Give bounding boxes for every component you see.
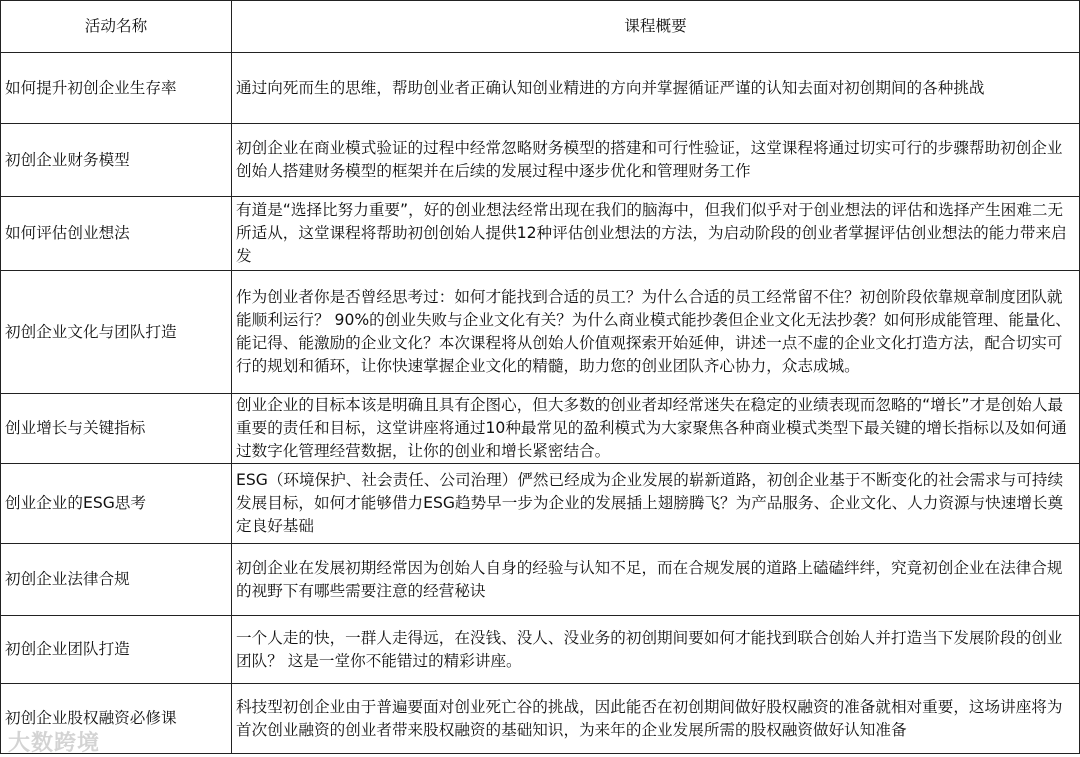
course-summary: 作为创业者你是否曾经思考过：如何才能找到合适的员工？为什么合适的员工经常留不住？初创阶段依靠规章制度团队就能顺利运行？ 90%的创业失败与企业文化有关？为什么商业模式能抄袭但企业文化无法抄袭？如何形成能管理、能量化、能记得、能激励的企业文化？本次课程将从创始人价值观探索开始延伸，讲述一点不虚的企业文化打造方法，配合切实可行的规划和循环，让你快速掌握企业文化的精髓，助力您的创业团队齐心协力，众志成城。 bbox=[232, 271, 1080, 394]
activity-name: 初创企业股权融资必修课 bbox=[1, 684, 232, 754]
course-summary: 有道是“选择比努力重要”，好的创业想法经常出现在我们的脑海中，但我们似乎对于创业想法的评估和选择产生困难二无所适从，这堂课程将帮助初创创始人提供12种评估创业想法的方法，为启动阶段的创业者掌握评估创业想法的能力带来启发 bbox=[232, 197, 1080, 271]
header-activity-name: 活动名称 bbox=[1, 1, 232, 53]
activity-name: 创业企业的ESG思考 bbox=[1, 464, 232, 544]
table-row bbox=[1, 394, 1080, 464]
table-row bbox=[1, 684, 1080, 754]
table-row bbox=[1, 464, 1080, 544]
table-row bbox=[1, 197, 1080, 271]
table-row bbox=[1, 124, 1080, 197]
course-summary: ESG（环境保护、社会责任、公司治理）俨然已经成为企业发展的崭新道路，初创企业基于不断变化的社会需求与可持续发展目标，如何才能够借力ESG趋势早一步为企业的发展插上翅膀腾飞？为产品服务、企业文化、人力资源与快速增长奠定良好基础 bbox=[232, 464, 1080, 544]
activity-name: 初创企业文化与团队打造 bbox=[1, 271, 232, 394]
activity-name: 创业增长与关键指标 bbox=[1, 394, 232, 464]
table-row bbox=[1, 53, 1080, 124]
activity-name: 如何评估创业想法 bbox=[1, 197, 232, 271]
activity-name: 初创企业团队打造 bbox=[1, 616, 232, 684]
watermark: 大数跨境 bbox=[8, 731, 101, 756]
activity-name: 初创企业法律合规 bbox=[1, 544, 232, 616]
course-summary: 初创企业在商业模式验证的过程中经常忽略财务模型的搭建和可行性验证，这堂课程将通过切实可行的步骤帮助初创企业创始人搭建财务模型的框架并在后续的发展过程中逐步优化和管理财务工作 bbox=[232, 124, 1080, 197]
table-row bbox=[1, 616, 1080, 684]
course-summary: 科技型初创企业由于普遍要面对创业死亡谷的挑战，因此能否在初创期间做好股权融资的准备就相对重要，这场讲座将为首次创业融资的创业者带来股权融资的基础知识，为来年的企业发展所需的股权融资做好认知准备 bbox=[232, 684, 1080, 754]
table-header bbox=[1, 1, 1080, 53]
activity-name: 初创企业财务模型 bbox=[1, 124, 232, 197]
activity-name: 如何提升初创企业生存率 bbox=[1, 53, 232, 124]
table-row bbox=[1, 544, 1080, 616]
table-row bbox=[1, 271, 1080, 394]
course-summary: 初创企业在发展初期经常因为创始人自身的经验与认知不足，而在合规发展的道路上磕磕绊绊，究竟初创企业在法律合规的视野下有哪些需要注意的经营秘诀 bbox=[232, 544, 1080, 616]
course-summary: 创业企业的目标本该是明确且具有企图心，但大多数的创业者却经常迷失在稳定的业绩表现而忽略的“增长”才是创始人最重要的责任和目标，这堂讲座将通过10种最常见的盈利模式为大家聚焦各种商业模式类型下最关键的增长指标以及如何通过数字化管理经营数据，让你的创业和增长紧密结合。 bbox=[232, 394, 1080, 464]
course-summary: 通过向死而生的思维，帮助创业者正确认知创业精进的方向并掌握循证严谨的认知去面对初创期间的各种挑战 bbox=[232, 53, 1080, 124]
header-course-summary: 课程概要 bbox=[232, 1, 1080, 53]
course-summary: 一个人走的快，一群人走得远，在没钱、没人、没业务的初创期间要如何才能找到联合创始人并打造当下发展阶段的创业团队？ 这是一堂你不能错过的精彩讲座。 bbox=[232, 616, 1080, 684]
